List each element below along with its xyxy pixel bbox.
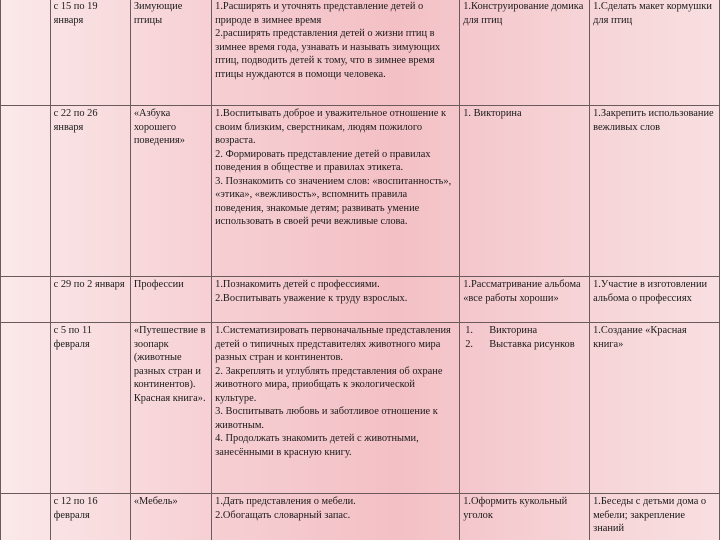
parents-item: 1.Сделать макет кормушки для птиц: [593, 1, 712, 26]
parents-item: 1.Беседы с детьми дома о мебели; закрепление знаний: [593, 496, 707, 535]
activities-cell: [460, 277, 590, 323]
goal-item: 1.Познакомить детей с профессиями.: [215, 279, 380, 290]
dates-text: с 22 по 26 января: [53, 108, 98, 133]
activities-cell: [460, 106, 590, 277]
dates-cell: [50, 106, 130, 277]
goal-item: 4. Продолжать знакомить детей с животными, занесёнными в красную книгу.: [215, 433, 419, 458]
activities-cell: [460, 0, 590, 106]
theme-cell: [130, 494, 211, 540]
dates-cell: [50, 494, 130, 540]
parents-item: 1.Участие в изготовлении альбома о профессиях: [593, 279, 708, 304]
theme-cell: [130, 323, 211, 494]
list-text: Выставка рисунков: [489, 338, 575, 350]
goals-cell: [212, 106, 460, 277]
parents-cell: [590, 277, 720, 323]
parents-cell: [590, 0, 720, 106]
blank-cell: [1, 106, 51, 277]
goal-item: 2.Обогащать словарный запас.: [215, 509, 351, 521]
parents-item: 1.Создание «Красная книга»: [593, 325, 687, 350]
theme-text: Зимующие птицы: [133, 1, 183, 26]
table-row: [1, 106, 720, 277]
list-number: 2.: [465, 338, 474, 350]
goal-item: 1.Дать представления о мебели.: [215, 496, 356, 507]
goal-item: 1.Систематизировать первоначальные представления детей о типичных представителях животного мира разных стран и континентов.: [215, 325, 451, 364]
goal-item: 2.Воспитывать уважение к труду взрослых.: [215, 292, 408, 304]
theme-text: «Путешествие в зоопарк (животные разных стран и континентов). Красная книга».: [133, 325, 206, 404]
activity-item: [463, 338, 586, 352]
dates-text: с 5 по 11 февраля: [53, 325, 92, 350]
goal-item: 3. Познакомить со значением слов: «воспитанность», «этика», «вежливость», вспомнить правила поведения, знакомые детям; развивать умение использовать в своей речи вежливые слова.: [215, 175, 452, 228]
activity-item: 1.Конструирование домика для птиц: [463, 1, 584, 26]
blank-cell: [1, 323, 51, 494]
goals-cell: [212, 323, 460, 494]
list-text: Викторина: [489, 325, 538, 336]
theme-text: «Азбука хорошего поведения»: [133, 108, 185, 147]
activity-item: 1. Викторина: [463, 108, 522, 119]
parents-cell: [590, 106, 720, 277]
dates-cell: [50, 0, 130, 106]
theme-text: Профессии: [133, 279, 184, 290]
activities-cell: [460, 323, 590, 494]
goal-item: 3. Воспитывать любовь и заботливое отношение к животным.: [215, 406, 438, 431]
goals-cell: [212, 277, 460, 323]
dates-text: с 12 по 16 февраля: [53, 496, 98, 521]
parents-cell: [590, 494, 720, 540]
goal-item: 2. Формировать представление детей о правилах поведения в обществе и правилах этикета.: [215, 148, 431, 174]
activities-list: [463, 324, 586, 351]
activity-item: 1.Рассматривание альбома «все работы хороши»: [463, 279, 581, 304]
activities-cell: [460, 494, 590, 540]
activity-item: [463, 324, 586, 338]
theme-cell: [130, 277, 211, 323]
parents-item: 1.Закрепить использование вежливых слов: [593, 108, 714, 133]
theme-cell: [130, 106, 211, 277]
activity-item: 1.Оформить кукольный уголок: [463, 496, 568, 521]
blank-cell: [1, 277, 51, 323]
goal-item: 2. Закреплять и углублять представления об охране животного мира, приобщать к экологической культуре.: [215, 365, 443, 404]
list-number: 1.: [465, 325, 474, 336]
blank-cell: [1, 0, 51, 106]
table-row: [1, 494, 720, 540]
goals-cell: [212, 0, 460, 106]
theme-text: «Мебель»: [133, 496, 178, 507]
table-row: [1, 277, 720, 323]
parents-cell: [590, 323, 720, 494]
dates-text: с 29 по 2 января: [53, 279, 125, 290]
dates-cell: [50, 277, 130, 323]
table-row: [1, 323, 720, 494]
dates-text: с 15 по 19 января: [53, 1, 98, 26]
goal-item: 1.Воспитывать доброе и уважительное отношение к своим близким, сверстникам, людям пожилого возраста.: [215, 108, 447, 147]
theme-cell: [130, 0, 211, 106]
goal-item: 1.Расширять и уточнять представление детей о природе в зимнее время: [215, 1, 424, 26]
goals-cell: [212, 494, 460, 540]
goal-item: 2.расширять представления детей о жизни птиц в зимнее время года, узнавать и называть зимующих птиц, подводить детей к тому, что в зимнее время птицы нуждаются в помощи человека.: [215, 28, 441, 80]
blank-cell: [1, 494, 51, 540]
dates-cell: [50, 323, 130, 494]
table-row: [1, 0, 720, 106]
